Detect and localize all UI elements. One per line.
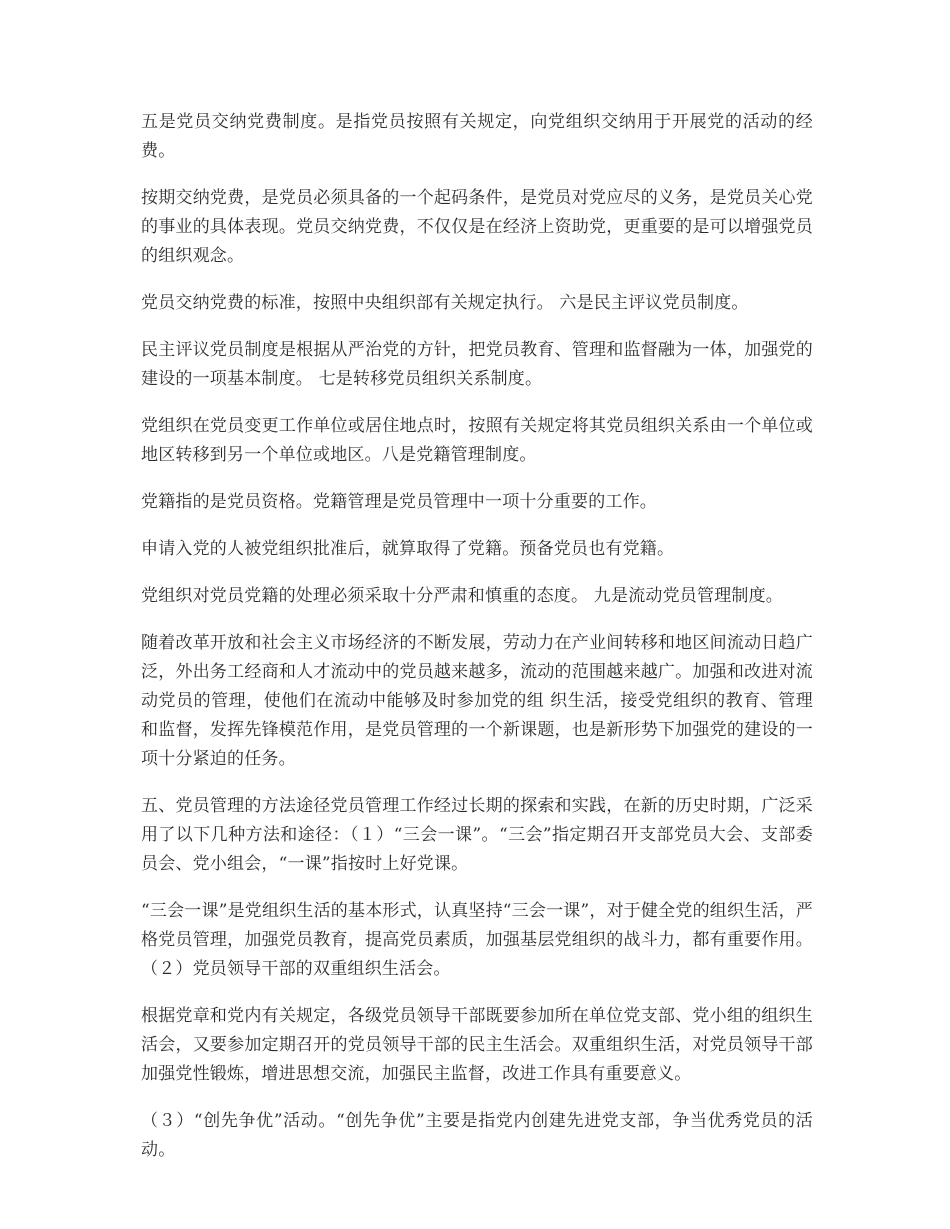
paragraph-8: 党组织对党员党籍的处理必须采取十分严肃和慎重的态度。 九是流动党员管理制度。 bbox=[141, 586, 784, 606]
paragraph-1: 五是党员交纳党费制度。是指党员按照有关规定，向党组织交纳用于开展党的活动的经费。 bbox=[141, 112, 813, 161]
paragraph-11: “三会一课”是党组织生活的基本形式，认真坚持“三会一课”，对于健全党的组织生活，严格党员管理，加强党员教育，提高党员素质，加强基层党组织的战斗力，都有重要作用。（２）党员领导干部的双重组织生活会。 bbox=[141, 901, 813, 979]
paragraph-7: 申请入党的人被党组织批准后，就算取得了党籍。预备党员也有党籍。 bbox=[141, 539, 675, 559]
document-page bbox=[141, 108, 813, 1183]
paragraph-4: 民主评议党员制度是根据从严治党的方针，把党员教育、管理和监督融为一体，加强党的建设的一项基本制度。 七是转移党员组织关系制度。 bbox=[141, 340, 813, 389]
paragraph-10: 五、党员管理的方法途径党员管理工作经过长期的探索和实践，在新的历史时期，广泛采用了以下几种方法和途径：（１）“三会一课”。“三会”指定期召开支部党员大会、支部委员会、党小组会，“一课”指按时上好党课。 bbox=[141, 796, 813, 874]
paragraph-3: 党员交纳党费的标准，按照中央组织部有关规定执行。 六是民主评议党员制度。 bbox=[141, 293, 749, 313]
paragraph-2: 按期交纳党费，是党员必须具备的一个起码条件，是党员对党应尽的义务，是党员关心党的事业的具体表现。党员交纳党费，不仅仅是在经济上资助党，更重要的是可以增强党员的组织观念。 bbox=[141, 188, 813, 266]
paragraph-13: （３）“创先争优”活动。“创先争优”主要是指党内创建先进党支部，争当优秀党员的活动。 bbox=[141, 1111, 813, 1160]
paragraph-6: 党籍指的是党员资格。党籍管理是党员管理中一项十分重要的工作。 bbox=[141, 492, 657, 512]
paragraph-5: 党组织在党员变更工作单位或居住地点时，按照有关规定将其党员组织关系由一个单位或地区转移到另一个单位或地区。八是党籍管理制度。 bbox=[141, 416, 813, 465]
paragraph-9: 随着改革开放和社会主义市场经济的不断发展，劳动力在产业间转移和地区间流动日趋广泛，外出务工经商和人才流动中的党员越来越多，流动的范围越来越广。加强和改进对流动党员的管理，使他们在流动中能够及时参加党的组 织生活，接受党组织的教育、管理和监督，发挥先锋模范作用，是党员管理的一个新课题，也是新形势下加强党的建设的一项十分紧迫的任务。 bbox=[141, 633, 813, 769]
paragraph-12: 根据党章和党内有关规定，各级党员领导干部既要参加所在单位党支部、党小组的组织生活会，又要参加定期召开的党员领导干部的民主生活会。双重组织生活，对党员领导干部加强党性锻炼，增进思想交流，加强民主监督，改进工作具有重要意义。 bbox=[141, 1006, 813, 1084]
